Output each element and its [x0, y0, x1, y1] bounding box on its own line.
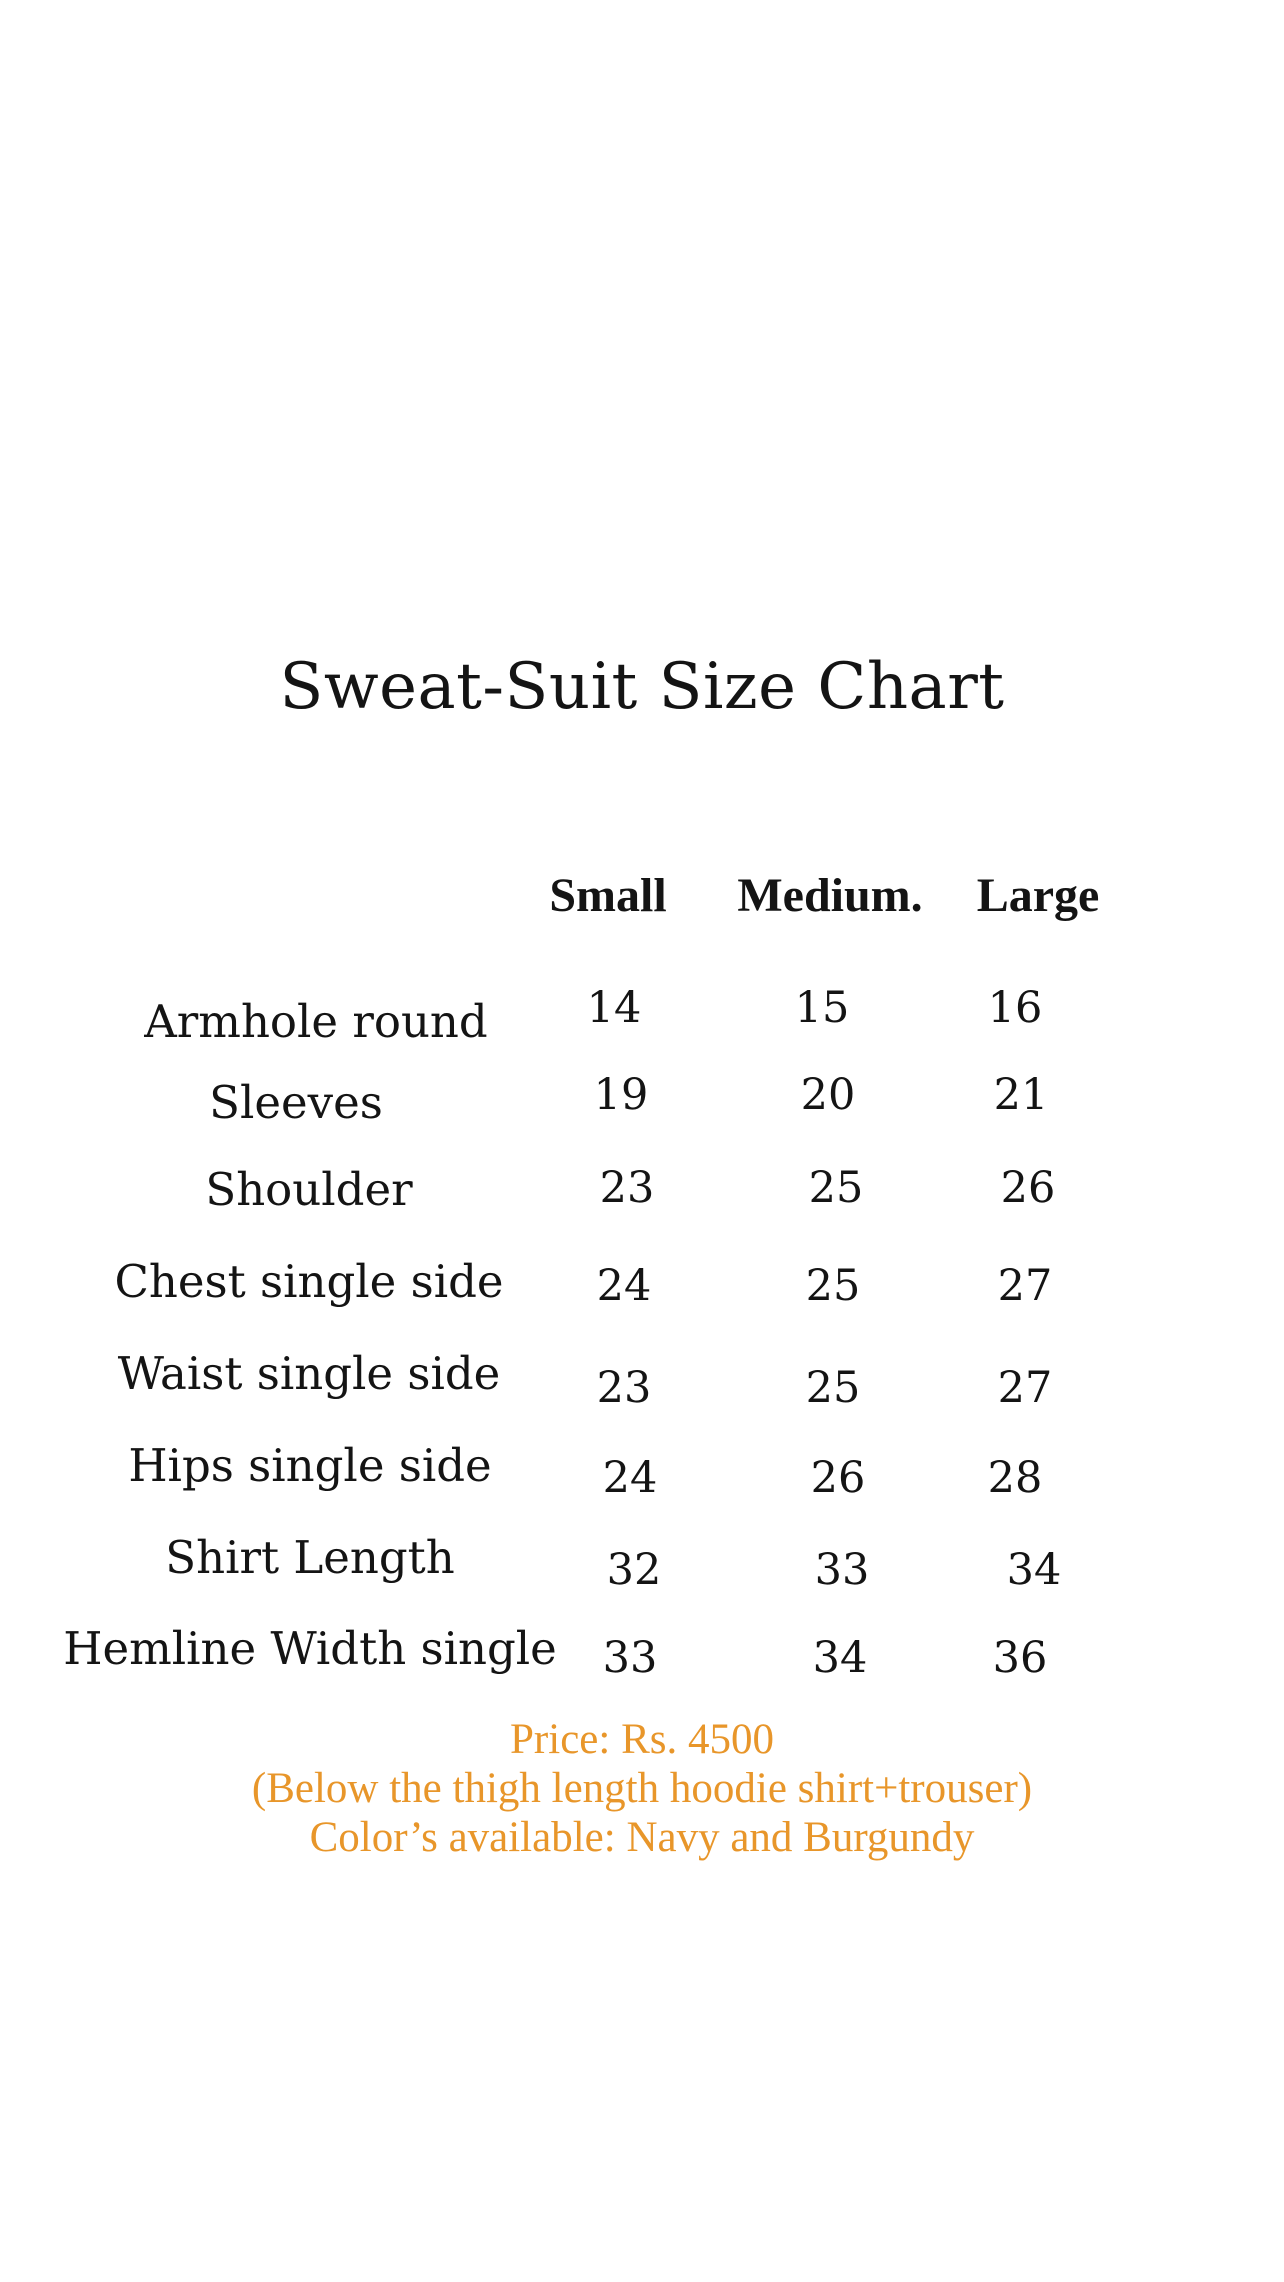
cell-waist-small: 23: [596, 1363, 652, 1413]
row-label-shoulder: Shoulder: [205, 1163, 413, 1216]
colors-available-text: Color’s available: Navy and Burgundy: [309, 1814, 975, 1861]
cell-shirt-length-large: 34: [1006, 1545, 1062, 1595]
cell-chest-medium: 25: [805, 1261, 861, 1311]
cell-shoulder-large: 26: [1000, 1163, 1056, 1213]
price-text: Price: Rs. 4500: [510, 1716, 774, 1763]
cell-shirt-length-small: 32: [606, 1545, 662, 1595]
column-header-small: Small: [549, 869, 667, 922]
row-label-waist-single-side: Waist single side: [117, 1347, 501, 1400]
cell-chest-large: 27: [997, 1261, 1053, 1311]
cell-hemline-medium: 34: [812, 1633, 868, 1683]
description-text: (Below the thigh length hoodie shirt+trouser): [251, 1765, 1033, 1812]
cell-hips-small: 24: [602, 1453, 658, 1503]
column-header-medium: Medium.: [737, 869, 923, 922]
row-label-sleeves: Sleeves: [209, 1076, 383, 1129]
column-header-large: Large: [976, 869, 1100, 922]
cell-hips-medium: 26: [810, 1453, 866, 1503]
cell-hemline-large: 36: [992, 1633, 1048, 1683]
cell-chest-small: 24: [596, 1261, 652, 1311]
row-label-hemline-width-single: Hemline Width single: [63, 1622, 557, 1675]
cell-waist-large: 27: [997, 1363, 1053, 1413]
cell-sleeves-medium: 20: [800, 1070, 856, 1120]
row-label-shirt-length: Shirt Length: [165, 1531, 455, 1584]
cell-sleeves-large: 21: [993, 1070, 1049, 1120]
cell-armhole-small: 14: [586, 983, 642, 1033]
cell-armhole-large: 16: [987, 983, 1043, 1033]
row-label-chest-single-side: Chest single side: [114, 1255, 504, 1308]
cell-shirt-length-medium: 33: [814, 1545, 870, 1595]
cell-shoulder-medium: 25: [808, 1163, 864, 1213]
page-title: Sweat-Suit Size Chart: [279, 650, 1005, 724]
row-label-hips-single-side: Hips single side: [128, 1439, 492, 1492]
cell-hips-large: 28: [987, 1453, 1043, 1503]
cell-hemline-small: 33: [602, 1633, 658, 1683]
row-label-armhole-round: Armhole round: [144, 995, 488, 1048]
cell-sleeves-small: 19: [593, 1070, 649, 1120]
cell-armhole-medium: 15: [794, 983, 850, 1033]
cell-shoulder-small: 23: [599, 1163, 655, 1213]
cell-waist-medium: 25: [805, 1363, 861, 1413]
